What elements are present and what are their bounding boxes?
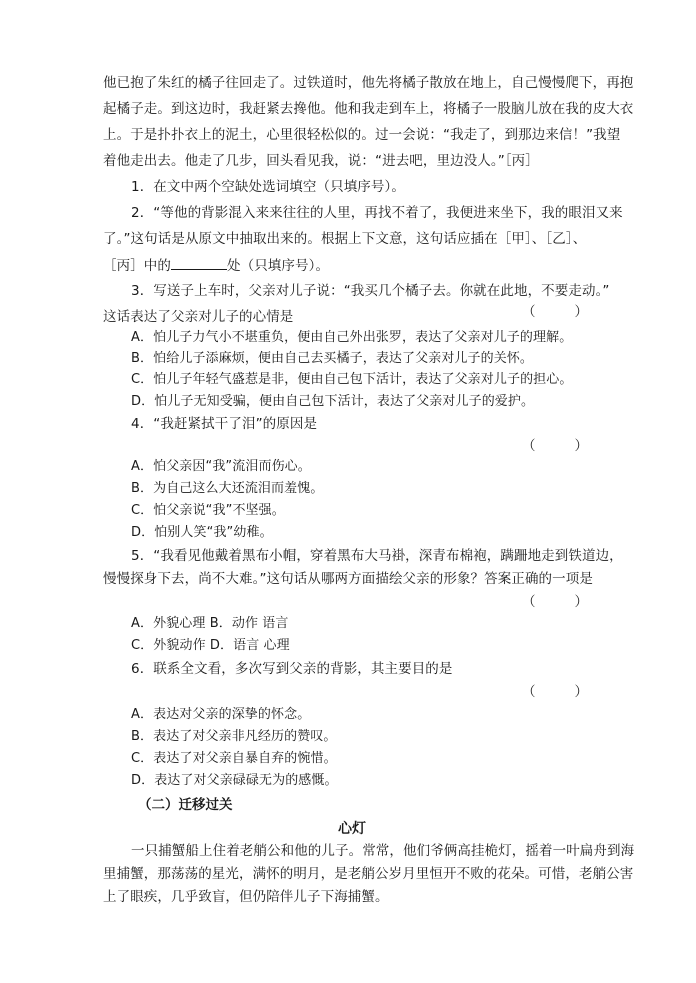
- option-a: A．怕儿子力气小不堪重负，便由自己外出张罗，表达了父亲对儿子的理解。: [131, 330, 573, 345]
- story-line: 里捕蟹，那荡荡的星光，满怀的明月，是老艄公岁月里恒开不败的花朵。可惜，老艄公害: [103, 866, 634, 882]
- section-heading: （二）迁移过关: [138, 797, 233, 813]
- option-c: C．怕儿子年轻气盛惹是非，便由自己包下活计，表达了父亲对儿子的担心。: [131, 372, 573, 387]
- question-2-line: 了。”这句话是从原文中抽取出来的。根据上下文意，这句话应插在［甲］、［乙］、: [103, 231, 587, 247]
- option-d: D．怕儿子无知受骗，便由自己包下活计，表达了父亲对儿子的爱护。: [131, 394, 535, 409]
- question-4: 4．“我赶紧拭干了泪”的原因是: [131, 416, 318, 432]
- answer-parentheses[interactable]: [522, 592, 588, 612]
- answer-parentheses[interactable]: [522, 302, 588, 322]
- passage-line: 着他走出去。他走了几步，回头看见我，说：“进去吧，里边没人。”［丙］: [103, 153, 539, 169]
- option-c: C．表达了对父亲自暴自弃的惋惜。: [131, 751, 337, 766]
- option-b: B．为自己这么大还流泪而羞愧。: [131, 481, 324, 496]
- paren-right: ）: [574, 304, 588, 320]
- question-2-line: 2．“等他的背影混入来来往往的人里，再找不着了，我便进来坐下，我的眼泪又来: [131, 205, 623, 221]
- question-5-line: 5．“我看见他戴着黑布小帽，穿着黑布大马褂，深青布棉袍，蹒跚地走到铁道边，: [131, 548, 623, 564]
- passage-line: 他已抱了朱红的橘子往回走了。过铁道时，他先将橘子散放在地上，自己慢慢爬下，再抱: [103, 75, 634, 91]
- paren-left: （: [522, 594, 536, 610]
- passage-line: 上。于是扑扑衣上的泥土，心里很轻松似的。过一会说：“我走了，到那边来信！”我望: [103, 127, 621, 143]
- question-2-line: [103, 255, 329, 276]
- question-6: 6．联系全文看，多次写到父亲的背影，其主要目的是: [131, 661, 453, 677]
- question-3-line: 这话表达了父亲对儿子的心情是: [103, 309, 294, 325]
- story-line: 上了眼疾，几乎致盲，但仍陪伴儿子下海捕蟹。: [103, 889, 389, 905]
- option-a: A．表达对父亲的深挚的怀念。: [131, 707, 311, 722]
- option-d: D．怕别人笑“我”幼稚。: [131, 525, 273, 540]
- story-title: 心灯: [338, 821, 366, 837]
- question-3-line: 3．写送子上车时，父亲对儿子说：“我买几个橘子去。你就在此地，不要走动。”: [131, 283, 610, 299]
- paren-right: ）: [574, 684, 588, 700]
- paren-left: （: [522, 684, 536, 700]
- option-c: C．怕父亲说“我”不坚强。: [131, 503, 285, 518]
- answer-blank[interactable]: [171, 255, 227, 270]
- story-line: 一只捕蟹船上住着老艄公和他的儿子。常常，他们爷俩高挂桅灯，摇着一叶扁舟到海: [131, 843, 635, 859]
- paren-left: （: [522, 304, 536, 320]
- question-1: 1．在文中两个空缺处选词填空（只填序号）。: [131, 179, 405, 195]
- question-2-prefix: ［丙］中的: [103, 258, 171, 274]
- question-5-line: 慢慢探身下去，尚不大难。”这句话从哪两方面描绘父亲的形象？答案正确的一项是: [103, 571, 593, 587]
- paren-right: ）: [574, 438, 588, 454]
- option-a: A．怕父亲因“我”流泪而伤心。: [131, 459, 311, 474]
- answer-parentheses[interactable]: [522, 436, 588, 456]
- passage-line: 起橘子走。到这边时，我赶紧去搀他。他和我走到车上，将橘子一股脑儿放在我的皮大衣: [103, 101, 634, 117]
- option-ab: A．外貌心理 B．动作 语言: [131, 616, 289, 631]
- question-2-suffix: 处（只填序号）。: [227, 258, 330, 274]
- option-d: D．表达了对父亲碌碌无为的感慨。: [131, 773, 338, 788]
- option-b: B．表达了对父亲非凡经历的赞叹。: [131, 729, 337, 744]
- answer-parentheses[interactable]: [522, 682, 588, 702]
- option-cd: C．外貌动作 D．语言 心理: [131, 638, 290, 653]
- paren-left: （: [522, 438, 536, 454]
- paren-right: ）: [574, 594, 588, 610]
- option-b: B．怕给儿子添麻烦，便由自己去买橘子，表达了父亲对儿子的关怀。: [131, 351, 534, 366]
